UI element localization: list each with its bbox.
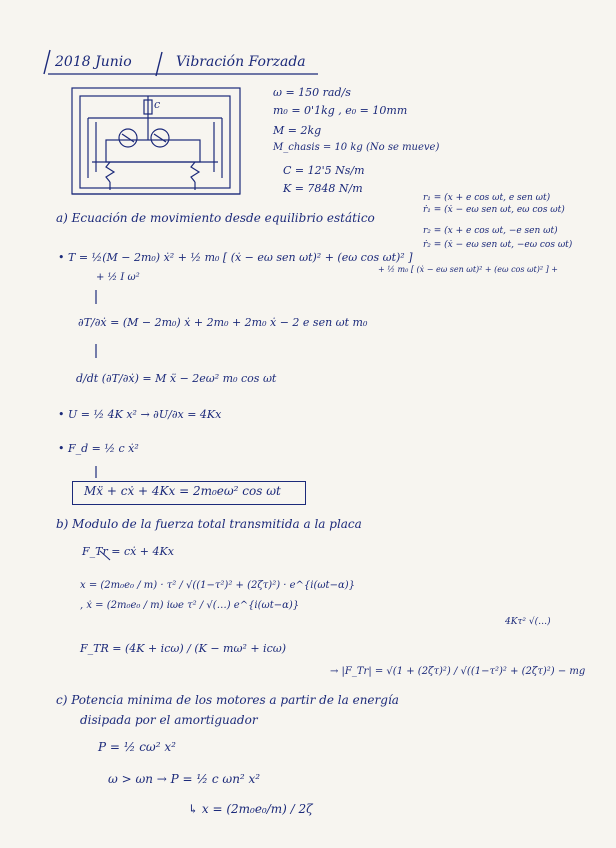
- part-a-ddt-line: d/dt (∂T/∂ẋ) = M ẍ − 2eω² m₀ cos ωt: [76, 372, 277, 385]
- part-a-boxed-equation: Mẍ + cẋ + 4Kx = 2m₀eω² cos ωt: [84, 484, 281, 498]
- part-a-heading: a) Ecuación de movimiento desde equilibrio estático: [56, 211, 375, 225]
- part-c-P-line: P = ½ cω² x²: [98, 740, 176, 754]
- data-line-chasis: M_chasis = 10 kg (No se mueve): [273, 142, 440, 153]
- part-b-xdot-line: , ẋ = (2m₀e₀ / m) iωe τ² / √(…) e^{i(ωt−α)}: [80, 600, 300, 611]
- part-a-dT-line: ∂T/∂ẋ = (M − 2m₀) ẋ + 2m₀ + 2m₀ ẋ − 2 e sen ωt m₀: [78, 316, 368, 329]
- data-line-C: C = 12'5 Ns/m: [283, 164, 365, 177]
- part-b-heading: b) Modulo de la fuerza total transmitida a la placa: [56, 517, 362, 531]
- position-r2-dot: ṙ₂ = (ẋ − eω sen ωt, −eω cos ωt): [423, 240, 573, 250]
- part-a-T-line-end: + ½ m₀ [ (ẋ − eω sen ωt)² + (eω cos ωt)² ] +: [378, 265, 558, 274]
- part-a-T-line: • T = ½(M − 2m₀) ẋ² + ½ m₀ [ (ẋ − eω sen ωt)² + (eω cos ωt)² ]: [58, 251, 413, 264]
- position-r1: r₁ = (x + e cos ωt, e sen ωt): [423, 193, 551, 203]
- diagram-label-c: c: [154, 98, 161, 111]
- position-r1-dot: ṙ₁ = (ẋ − eω sen ωt, eω cos ωt): [423, 205, 565, 215]
- part-c-heading-2: disipada por el amortiguador: [80, 713, 258, 727]
- header-year-month: 2018 Junio: [55, 54, 132, 70]
- part-c-cond-line: ω > ωn → P = ½ c ωn² x²: [108, 772, 261, 786]
- part-c-heading: c) Potencia minima de los motores a partir de la energía: [56, 693, 399, 707]
- position-r2: r₂ = (x + e cos ωt, −e sen ωt): [423, 226, 558, 236]
- part-c-x-line: ↳ x = (2m₀e₀/m) / 2ζ: [188, 802, 313, 816]
- data-line-m0-e0: m₀ = 0'1kg , e₀ = 10mm: [273, 104, 408, 117]
- part-b-x-line: x = (2m₀e₀ / m) · τ² / √((1−τ²)² + (2ζτ)²) · e^{i(ωt−α)}: [80, 580, 355, 591]
- part-a-T-line2: + ½ I ω²: [96, 272, 140, 283]
- part-b-annotation: 4Kτ² √(…): [505, 617, 551, 627]
- part-b-ratio-line: F_TR = (4K + icω) / (K − mω² + icω): [80, 642, 286, 655]
- data-line-omega: ω = 150 rad/s: [273, 86, 351, 99]
- header-title: Vibración Forzada: [176, 54, 306, 70]
- data-line-K: K = 7848 N/m: [283, 182, 363, 195]
- part-a-F-line: • F_d = ½ c ẋ²: [58, 442, 139, 455]
- part-b-Ftr-line: F_Tr = cẋ + 4Kx: [82, 545, 174, 558]
- data-line-M: M = 2kg: [273, 124, 322, 137]
- part-a-U-line: • U = ½ 4K x² → ∂U/∂x = 4Kx: [58, 408, 222, 421]
- part-b-abs-line: → |F_Tr| = √(1 + (2ζτ)²) / √((1−τ²)² + (2ζτ)²) − mg: [330, 666, 586, 677]
